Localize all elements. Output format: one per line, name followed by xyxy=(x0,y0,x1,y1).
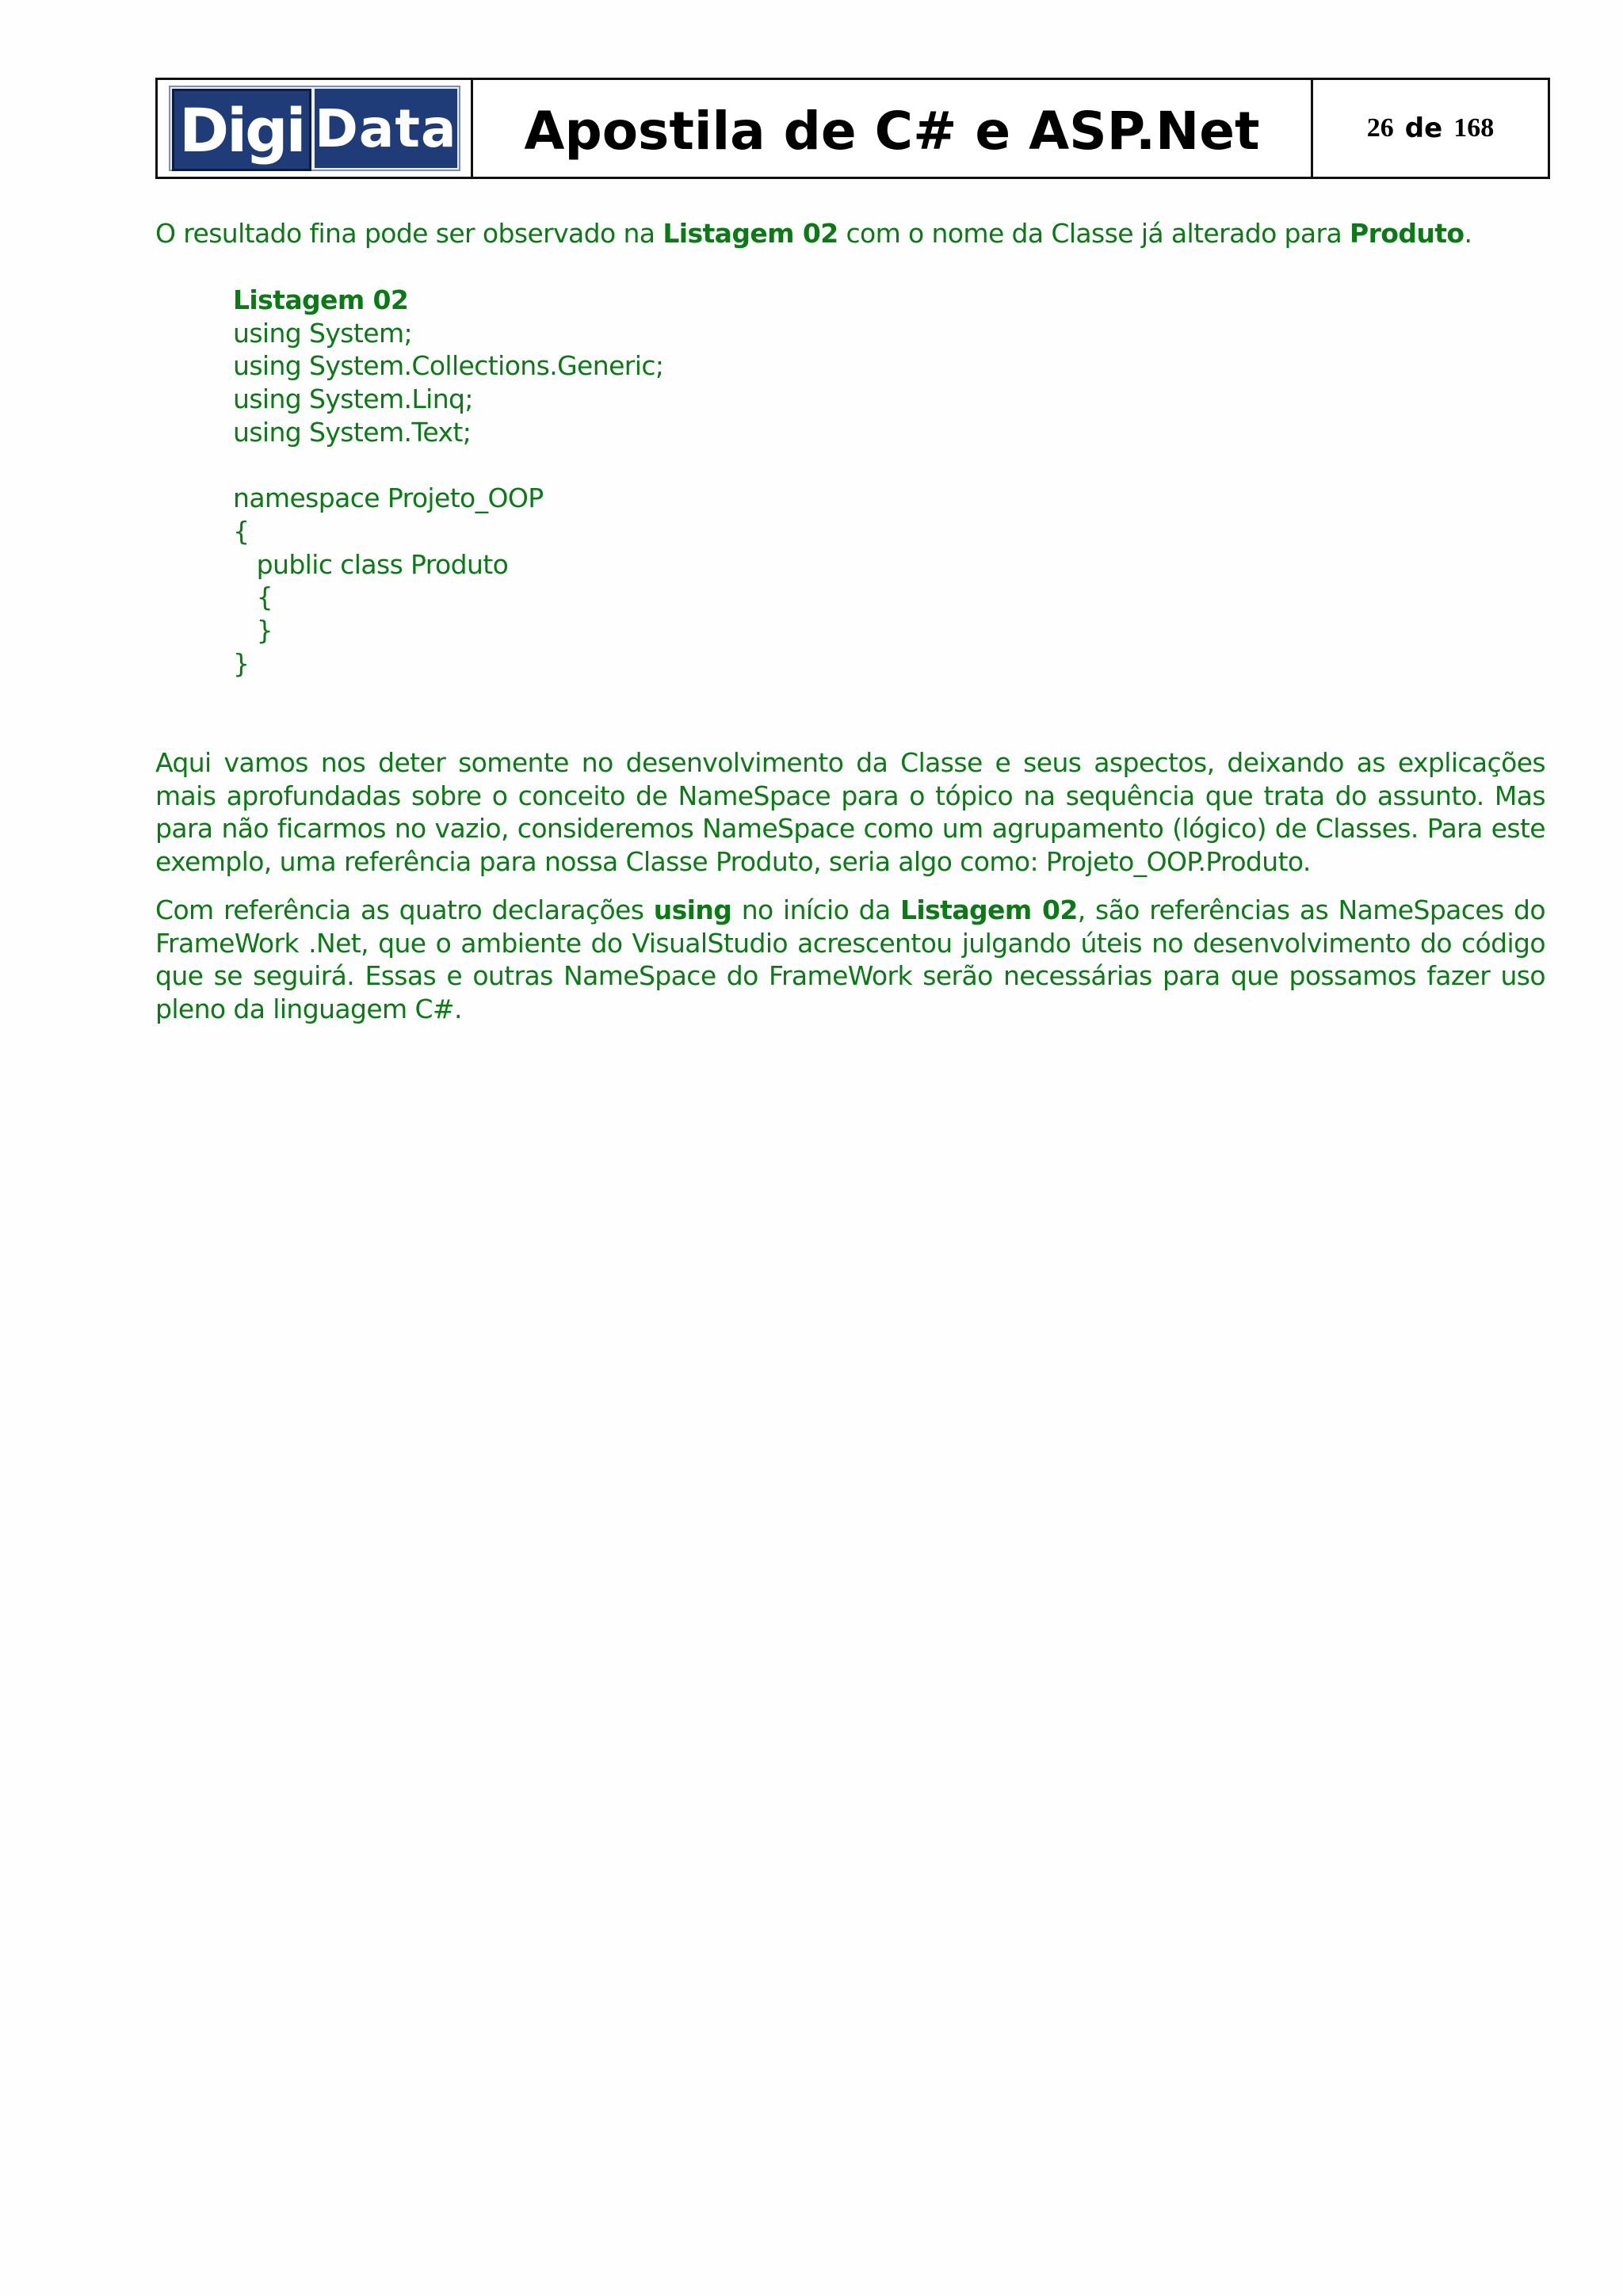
intro-text-1: O resultado fina pode ser observado na xyxy=(155,218,663,249)
page-separator: de xyxy=(1404,113,1443,144)
para2-text-1: Com referência as quatro declarações xyxy=(155,894,654,925)
document-title: Apostila de C# e ASP.Net xyxy=(473,80,1313,177)
code-line: using System.Text; xyxy=(233,416,472,448)
code-line: using System.Collections.Generic; xyxy=(233,350,664,382)
code-line: { xyxy=(233,515,250,547)
para2-listing-ref: Listagem 02 xyxy=(899,894,1078,925)
digidata-logo xyxy=(169,86,460,171)
para2-text-3: , são referências as NameSpaces do FrameWork .Net, que o ambiente do VisualStudio acrescentou julgando úteis no desenvolvimento do código que se seguirá. Essas e outras NameSpace do FrameWork serão necessárias para que possamos fazer uso pleno da linguagem C#. xyxy=(155,894,1545,1024)
page-total: 168 xyxy=(1453,113,1495,143)
code-line: public class Produto xyxy=(233,548,509,580)
intro-listing-ref: Listagem 02 xyxy=(663,218,838,249)
logo-data: Data xyxy=(315,89,456,168)
logo-cell xyxy=(158,80,473,177)
code-line: { xyxy=(233,582,273,613)
intro-class-name: Produto xyxy=(1350,218,1465,249)
listing-heading: Listagem 02 xyxy=(233,284,409,315)
using-paragraph xyxy=(155,894,1545,1025)
intro-text-2: com o nome da Classe já alterado para xyxy=(838,218,1350,249)
page-current: 26 xyxy=(1366,113,1394,143)
logo-digi: Digi xyxy=(172,89,312,171)
code-line xyxy=(233,448,663,482)
intro-paragraph xyxy=(155,217,1545,250)
using-keyword: using xyxy=(653,894,732,925)
page-header xyxy=(155,78,1550,179)
para2-text-2: no início da xyxy=(731,894,900,925)
code-line: using System; xyxy=(233,317,413,349)
code-line: using System.Linq; xyxy=(233,383,473,415)
code-line: namespace Projeto_OOP xyxy=(233,482,544,514)
intro-text-3: . xyxy=(1464,218,1472,249)
code-line: } xyxy=(233,647,250,679)
page-number xyxy=(1313,80,1548,177)
code-listing xyxy=(233,284,663,680)
code-line: } xyxy=(233,614,273,646)
namespace-paragraph: Aqui vamos nos deter somente no desenvolvimento da Classe e seus aspectos, deixando as explicações mais aprofundadas sobre o conceito de NameSpace para o tópico na sequência que trata do assunto. Mas para não ficarmos no vazio, consideremos NameSpace como um agrupamento (lógico) de Classes. Para este exemplo, uma referência para nossa Classe Produto, seria algo como: Projeto_OOP.Produto. xyxy=(155,747,1545,877)
